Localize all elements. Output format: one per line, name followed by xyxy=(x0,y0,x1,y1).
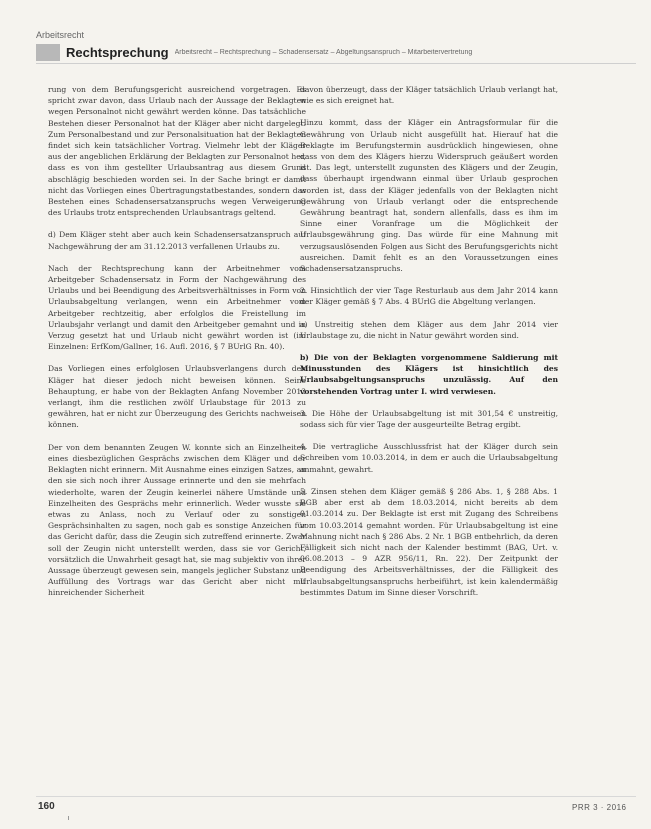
header-subtitle: Arbeitsrecht – Rechtsprechung – Schadensersatz – Abgeltungsanspruch – Mitarbeitervertretung xyxy=(174,49,473,56)
paragraph-emphasis: b) Die von der Beklagten vorgenommene Saldierung mit Minusstunden des Klägers ist hinsichtlich des Urlaubsabgeltungsanspruchs unzulässig. Auf den vorstehenden Vortrag unter I. wird verwiesen. xyxy=(300,353,558,396)
paragraph: 5. Zinsen stehen dem Kläger gemäß § 286 Abs. 1, § 288 Abs. 1 BGB aber erst ab dem 18.03.2014, nicht bereits ab dem 01.03.2014 zu. Der Beklagte ist erst mit Zugang des Schreibens vom 10.03.2014 gemahnt worden. Für Urlaubsabgeltung ist eine Mahnung nicht nach § 286 Abs. 2 Nr. 1 BGB entbehrlich, da deren Fälligkeit sich nicht nach der Kalender bestimmt (BAG, Urt. v. 06.08.2013 – 9 AZR 956/11, Rn. 22). Der Zeitpunkt der Beendigung des Arbeitsverhältnisses, der die Fälligkeit des Urlaubsabgeltungsanspruchs herbeiführt, ist kein kalendermäßig bestimmtes Datum im Sinne dieser Vorschrift. xyxy=(300,486,558,597)
paragraph: Hinzu kommt, dass der Kläger ein Antragsformular für die Gewährung von Urlaub nicht ausgefüllt hat. Hierauf hat die Beklagte im Berufungstermin ausdrücklich hingewiesen, ohne dass von dem des Klägers hierzu Widerspruch geäußert worden ist. Das legt, unterstellt zugunsten des Klägers und der Zeugin, dass überhaupt irgendwann einmal über Urlaub gesprochen worden ist, dass der Kläger jedenfalls von der Beklagten nicht Gewährung von Urlaub verlangt oder die entsprechende Gewährung beantragt hat, sondern allenfalls, dass es ihm im Sinne einer Voranfrage um die Möglichkeit der Urlaubsgewährung ging. Das würde für eine Mahnung mit verzugsauslösenden Folgen aus Sicht des Berufungsgerichts nicht ausreichen. Damit fehlt es an den Voraussetzungen eines Schadensersatzanspruchs. xyxy=(300,118,558,274)
paragraph: Der von dem benannten Zeugen W. konnte sich an Einzelheiten eines diesbezüglichen Gesprächs zwischen dem Kläger und der Beklagten nicht erinnern. Mit Ausnahme eines einzigen Satzes, an den sie sich noch ihrer Aussage erinnerte und den sie mehrfach wiederholte, waren der Zeugin keinerlei nähere Umstände und Einzelheiten des Gesprächs mehr erinnerlich. Weder wusste sie etwas zu Anlass, noch zu Verlauf oder zu sonstigen Gesprächsinhalten zu sagen, noch gab es sonstige Anzeichen für das Gericht dafür, dass die Zeugin sich zutreffend erinnerte. Zwar soll der Zeugin nicht unterstellt werden, dass sie vor Gericht, vorsätzlich die Unwahrheit gesagt hat, sie mag subjektiv von ihrer Aussage überzeugt gewesen sein, mangels jeglicher Substanz und Auffüllung des Vortrags war das Gericht aber nicht mit hinreichender Sicherheit xyxy=(48,442,306,598)
paragraph: Nach der Rechtsprechung kann der Arbeitnehmer vom Arbeitgeber Schadensersatz in Form der Nachgewährung des Urlaubs und bei Beendigung des Arbeitsverhältnisses in Form von Urlaubsabgeltung verlangen, wenn ein Arbeitnehmer vom Arbeitgeber rechtzeitig, aber erfolglos die Freistellung im Urlaubsjahr verlangt und damit den Arbeitgeber gemahnt und in Verzug gesetzt hat und Urlaub nicht gewährt worden ist (im Einzelnen: ErfKom/Gallner, 16. Aufl. 2016, § 7 BUrlG Rn. 40). xyxy=(48,263,306,352)
crop-mark xyxy=(68,816,69,820)
right-text-column xyxy=(300,84,558,609)
paragraph: 3. Die Höhe der Urlaubsabgeltung ist mit 301,54 € unstreitig, sodass sich für vier Tage der ausgeurteilte Betrag ergibt. xyxy=(300,408,558,430)
paragraph: 2. Hinsichtlich der vier Tage Resturlaub aus dem Jahr 2014 kann der Kläger gemäß § 7 Abs. 4 BUrlG die Abgeltung verlangen. xyxy=(300,286,558,307)
paragraph: Das Vorliegen eines erfolglosen Urlaubsverlangens durch den Kläger hat dieser jedoch nicht beweisen können. Seine Behauptung, er habe von der Beklagten Anfang November 2013 verlangt, ihm die restlichen zwölf Urlaubstage für 2013 zu gewähren, hat er nicht zur Überzeugung des Gerichts nachweisen können. xyxy=(48,364,306,430)
header-title: Rechtsprechung xyxy=(66,45,169,60)
paragraph: a) Unstreitig stehen dem Kläger aus dem Jahr 2014 vier Urlaubstage zu, die nicht in Natur gewährt worden sind. xyxy=(300,319,558,340)
paragraph: davon überzeugt, dass der Kläger tatsächlich Urlaub verlangt hat, wie es sich ereignet hat. xyxy=(300,85,558,106)
footer-divider xyxy=(36,796,636,797)
header-color-block xyxy=(36,44,60,61)
section-label: Arbeitsrecht xyxy=(36,30,85,40)
paragraph: rung von dem Berufungsgericht ausreichend vorgetragen. Es spricht zwar davon, dass Urlaub nach der Aussage der Beklagten wegen Personalnot nicht gewährt werden könne. Das tatsächliche Bestehen dieser Personalnot hat der Kläger aber nicht dargelegt. Zum Personalbestand und zur Personalsituation hat der Beklagten findet sich kein tatsächlicher Vortrag. Vielmehr lebt der Kläger aus der angeblichen Erklärung der Beklagten zur Personalnot her, dass es von ihm gestellter Urlaubsantrag aus diesem Grund abschlägig beschieden worden sei. In der Sache bringt er damit nicht das Vorliegen eines Übertragungstatbestandes, sondern das Bestehen eines Schadensersatzanspruchs wegen Verweigerung des Urlaubs trotz entsprechenden Urlaubsantrags geltend. xyxy=(48,85,306,218)
left-text-column xyxy=(48,84,306,610)
paragraph: 4. Die vertragliche Ausschlussfrist hat der Kläger durch sein Schreiben vom 10.03.2014, in dem er auch die Urlaubsabgeltung anmahnt, gewahrt. xyxy=(300,442,558,474)
paragraph: d) Dem Kläger steht aber auch kein Schadensersatzanspruch auf Nachgewährung der am 31.12.2013 verfallenen Urlaubs zu. xyxy=(48,230,306,251)
running-header xyxy=(36,44,636,61)
journal-reference: PRR 3 · 2016 xyxy=(572,803,627,812)
page-number: 160 xyxy=(38,801,55,812)
header-divider xyxy=(36,63,636,64)
